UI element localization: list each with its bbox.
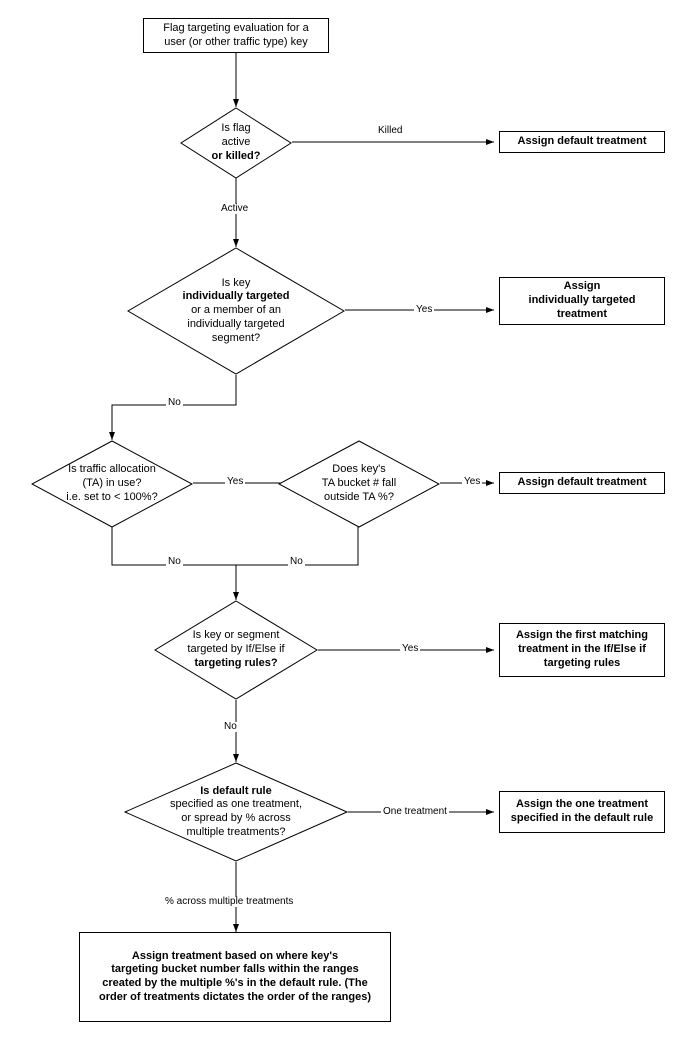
node-assign-individual-line1: Assign [563, 280, 601, 293]
node-assign-individually-targeted-treatment [499, 277, 665, 325]
node-is-flag-active-line2: active [221, 136, 251, 149]
node-individual-line4: individually targeted [187, 317, 285, 330]
node-start-line2: user (or other traffic type) key [164, 35, 308, 48]
node-is-default-rule-one-or-spread [124, 762, 348, 862]
edge-label-no-ifelse: No [224, 721, 237, 732]
node-assign-treatment-by-range [79, 932, 391, 1022]
node-spread-line3: created by the multiple %'s in the default rule. (The [102, 977, 368, 989]
node-ifelse-line1: Is key or segment [192, 629, 280, 642]
node-does-key-ta-bucket-fall-outside [278, 440, 440, 528]
node-bucket-line3: outside TA %? [324, 490, 394, 503]
node-individual-line3: or a member of an [191, 304, 281, 317]
node-is-flag-active-line3: or killed? [211, 149, 261, 162]
node-start-line1: Flag targeting evaluation for a [163, 21, 309, 34]
node-is-flag-active [180, 107, 292, 179]
node-default-rule-line2: specified as one treatment, [169, 798, 303, 811]
node-assign-default-treatment-2: Assign default treatment [499, 472, 665, 494]
node-default-rule-line3: or spread by % across [181, 812, 291, 824]
node-individual-line1: Is key [221, 276, 251, 289]
node-assign-one-treatment [499, 791, 665, 833]
node-default-rule-line4: multiple treatments? [186, 825, 286, 838]
node-individual-line5: segment? [211, 331, 261, 344]
edge-label-percent-across-multiple: % across multiple treatments [165, 896, 294, 907]
node-assign-individual-line2: individually targeted [528, 294, 636, 307]
node-traffic-line2: (TA) in use? [82, 477, 142, 490]
node-assign-first-matching-treatment [499, 623, 665, 677]
edge-label-one-treatment: One treatment [383, 806, 447, 817]
node-traffic-line1: Is traffic allocation [68, 463, 156, 476]
node-first-match-line2: treatment in the If/Else if [518, 643, 646, 656]
edge-label-no-individual: No [168, 397, 181, 408]
node-is-traffic-allocation-in-use [31, 440, 193, 528]
node-spread-line1: Assign treatment based on where key's [131, 949, 339, 962]
edge-label-killed: Killed [378, 125, 403, 136]
edge-label-active: Active [221, 203, 249, 214]
node-assign-default-treatment-1: Assign default treatment [499, 131, 665, 153]
node-assign-individual-line3: treatment [556, 307, 608, 320]
node-one-treatment-line2: specified in the default rule [510, 812, 654, 824]
node-ifelse-line3: targeting rules? [194, 656, 278, 669]
node-bucket-line1: Does key's [332, 463, 386, 476]
node-spread-line2: targeting bucket number falls within the ranges [111, 963, 359, 976]
edge-label-yes-traffic: Yes [227, 476, 244, 487]
node-spread-line4: order of treatments dictates the order of the ranges) [99, 990, 371, 1003]
edge-label-yes-bucket: Yes [464, 476, 481, 487]
edge-label-yes-ifelse: Yes [402, 643, 419, 654]
node-start [143, 18, 329, 53]
node-first-match-line1: Assign the first matching [515, 629, 649, 642]
node-is-key-or-segment-targeted-by-rules [154, 600, 318, 700]
edge-label-no-bucket: No [290, 556, 303, 567]
node-individual-line2: individually targeted [182, 290, 290, 303]
node-bucket-line2: TA bucket # fall [321, 477, 397, 490]
node-ifelse-line2: targeted by If/Else if [187, 643, 285, 656]
node-traffic-line3: i.e. set to < 100%? [66, 490, 158, 503]
node-one-treatment-line1: Assign the one treatment [515, 798, 648, 811]
node-default-rule-line1: Is default rule [200, 784, 272, 797]
node-first-match-line3: targeting rules [543, 656, 621, 669]
node-is-flag-active-line1: Is flag [221, 122, 251, 135]
edge-label-no-traffic: No [168, 556, 181, 567]
node-is-key-individually-targeted [127, 247, 345, 375]
edge-label-yes-individual: Yes [416, 304, 433, 315]
